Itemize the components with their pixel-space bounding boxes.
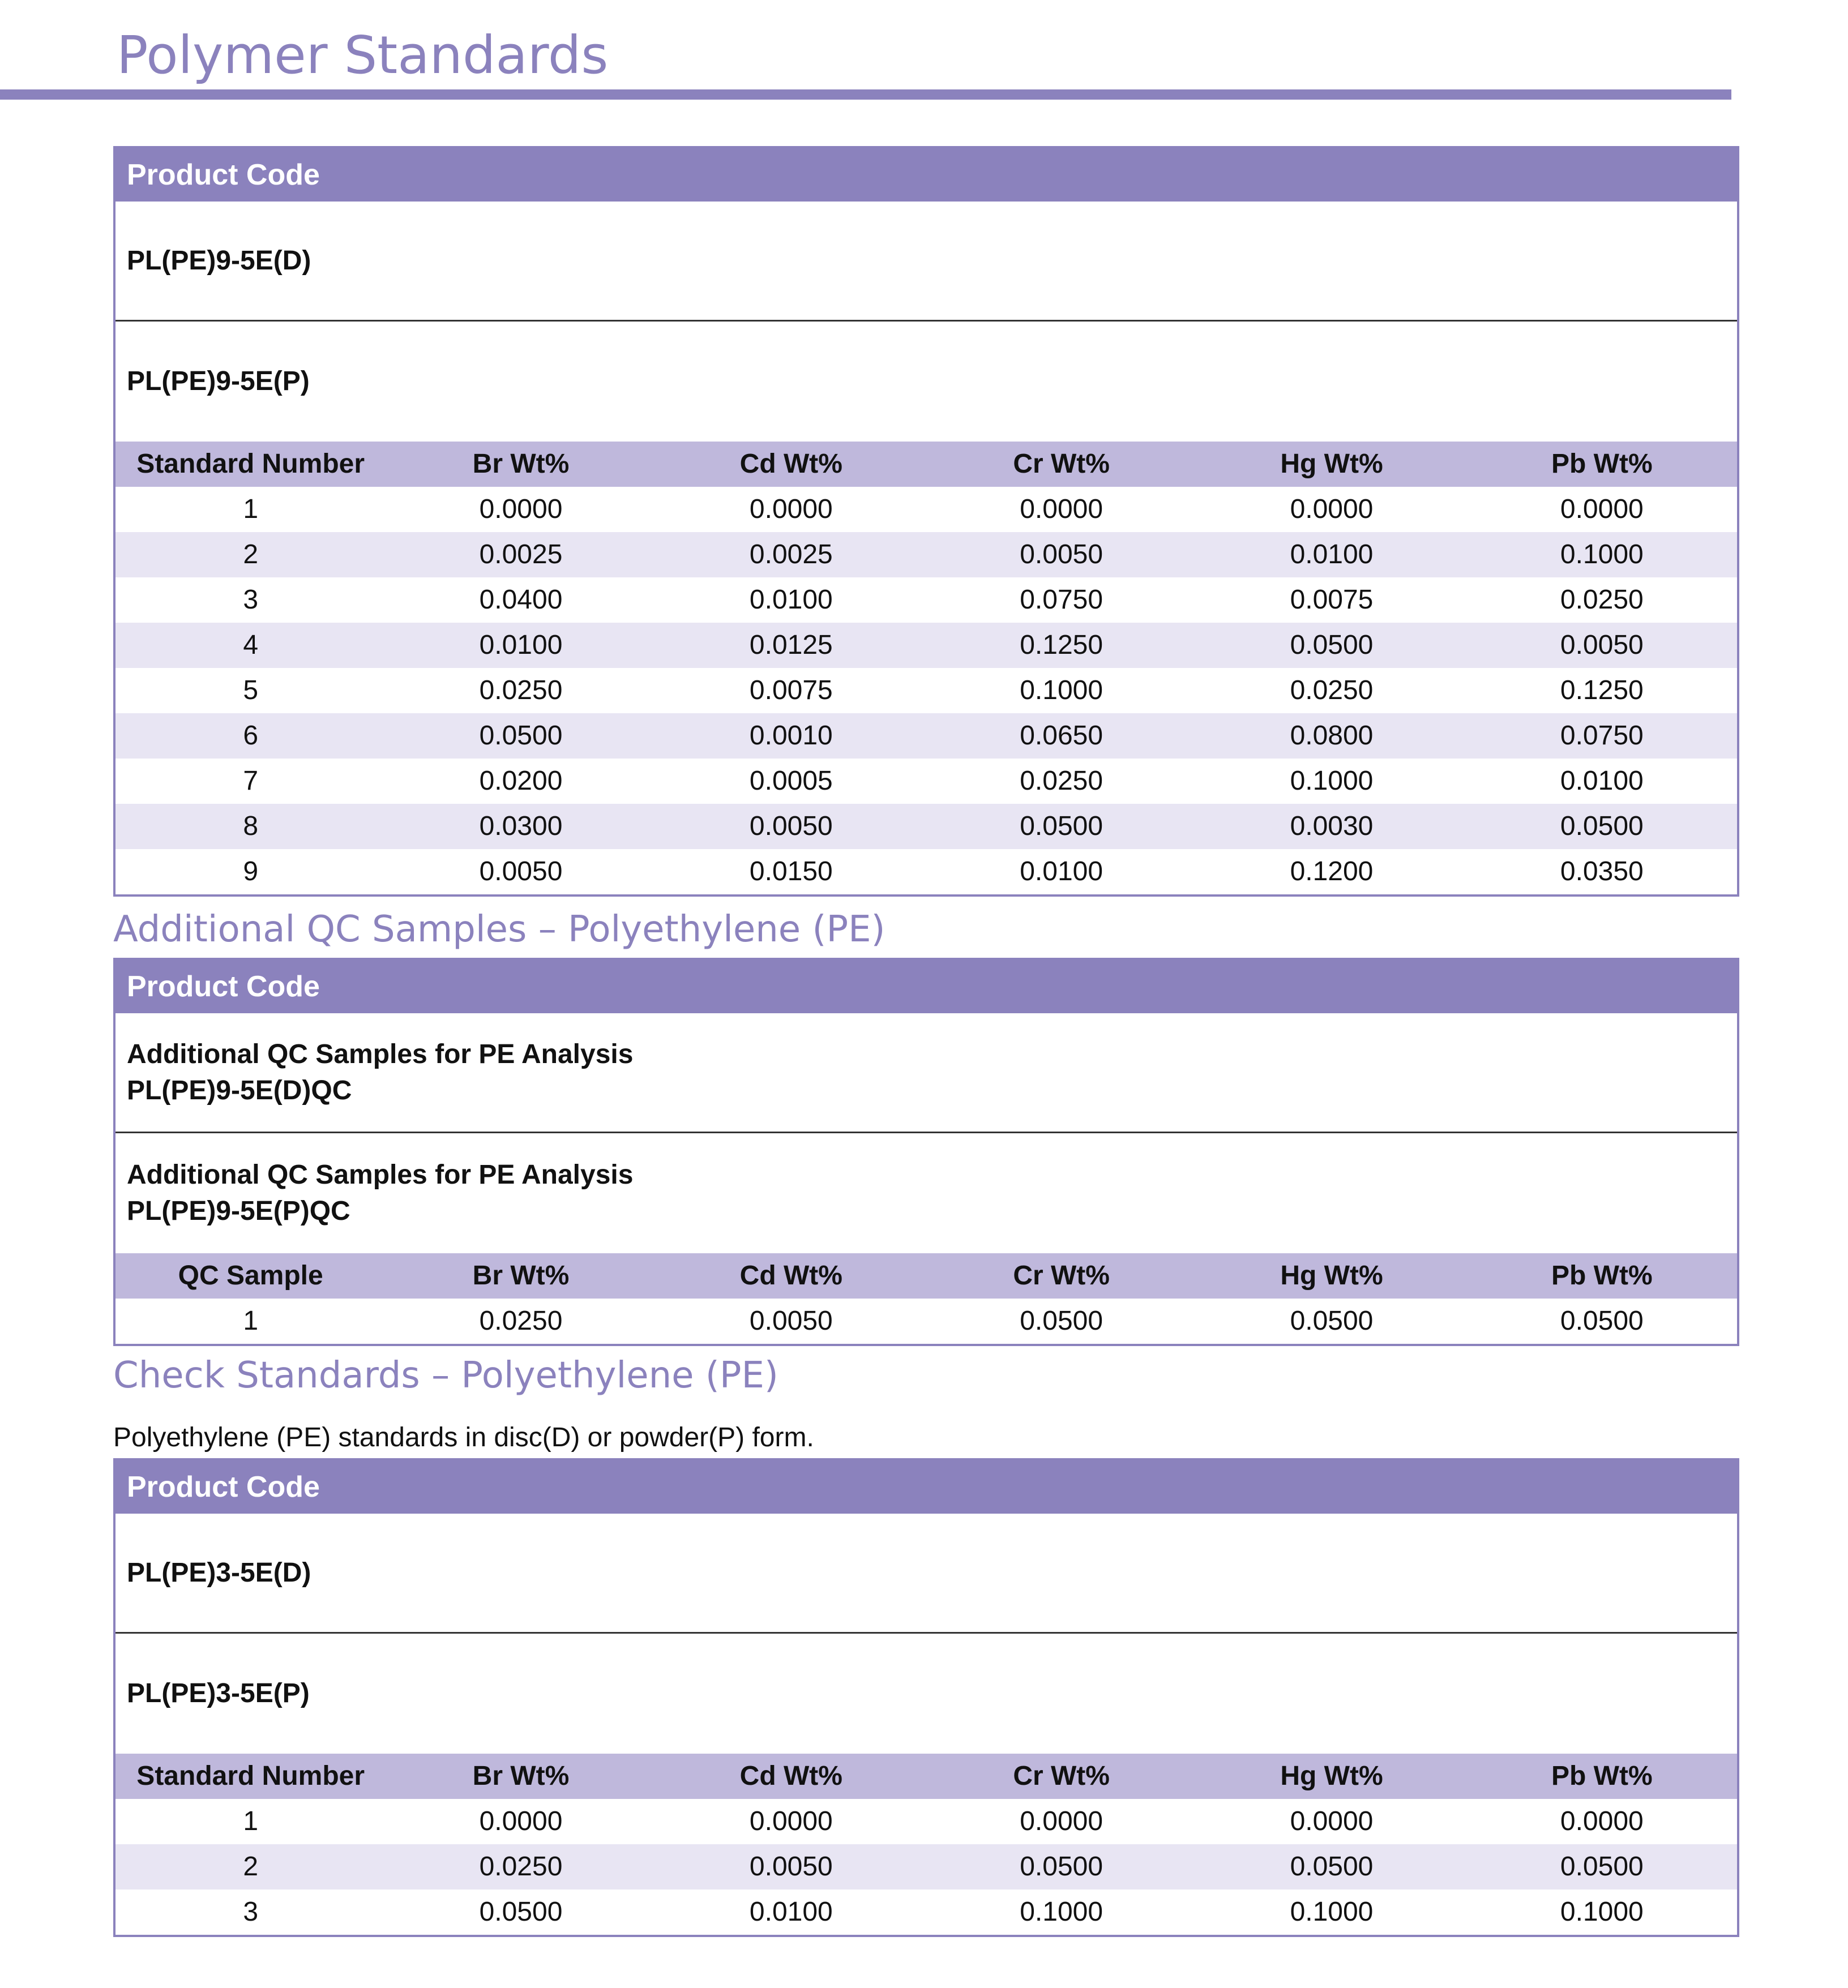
table-cell: 1 xyxy=(243,494,259,524)
table-cell: 0.0125 xyxy=(749,630,833,660)
table-cell: 0.0025 xyxy=(479,539,563,569)
table-cell: 0.0500 xyxy=(1290,1306,1374,1336)
product-code-text: PL(PE)9-5E(D) xyxy=(127,245,311,276)
table-cell: 0.0050 xyxy=(749,811,833,841)
column-header-row xyxy=(116,1253,1737,1299)
table-cell: 0.0800 xyxy=(1290,721,1374,751)
table-cell: 7 xyxy=(243,766,259,796)
table-row xyxy=(116,623,1737,668)
product-code-text: PL(PE)3-5E(P) xyxy=(127,1678,310,1708)
table-cell: 1 xyxy=(243,1806,259,1836)
table-cell: 0.0250 xyxy=(1290,675,1374,705)
column-header-row xyxy=(116,1754,1737,1799)
table-cell: 0.0000 xyxy=(479,494,563,524)
column-header: Cd Wt% xyxy=(739,1261,842,1291)
table-cell: 8 xyxy=(243,811,259,841)
table-row xyxy=(116,487,1737,532)
table-cell: 0.0500 xyxy=(1560,1852,1644,1882)
column-header: Pb Wt% xyxy=(1551,1261,1653,1291)
table-cell: 0.1000 xyxy=(1560,539,1644,569)
product-code-cell xyxy=(116,322,1737,442)
table-cell: 0.1250 xyxy=(1560,675,1644,705)
table-cell: 0.1000 xyxy=(1290,1897,1374,1927)
table-row xyxy=(116,1299,1737,1344)
column-header: Hg Wt% xyxy=(1280,1261,1383,1291)
table-cell: 1 xyxy=(243,1306,259,1336)
column-header: Br Wt% xyxy=(472,1261,570,1291)
table-cell: 0.0650 xyxy=(1020,721,1103,751)
table-cell: 0.0500 xyxy=(1020,811,1103,841)
table-cell: 0.0050 xyxy=(1020,539,1103,569)
table-cell: 0.0250 xyxy=(479,1306,563,1336)
page-title: Polymer Standards xyxy=(117,25,609,85)
table-row xyxy=(116,1799,1737,1844)
column-header: Hg Wt% xyxy=(1280,449,1383,479)
title-rule xyxy=(0,89,1731,100)
product-code-header: Product Code xyxy=(116,960,1737,1013)
table-cell: 0.0500 xyxy=(1560,811,1644,841)
column-header: Cr Wt% xyxy=(1013,449,1110,479)
table-cell: 0.1250 xyxy=(1020,630,1103,660)
table-cell: 0.0100 xyxy=(1020,856,1103,886)
table-cell: 0.0000 xyxy=(479,1806,563,1836)
table-cell: 0.0500 xyxy=(1020,1852,1103,1882)
column-header: Pb Wt% xyxy=(1551,449,1653,479)
table-cell: 9 xyxy=(243,856,259,886)
column-header: Hg Wt% xyxy=(1280,1761,1383,1791)
table-cell: 0.0500 xyxy=(1290,1852,1374,1882)
table-row xyxy=(116,1890,1737,1935)
table-row xyxy=(116,759,1737,804)
table-row xyxy=(116,532,1737,577)
table-cell: 0.0075 xyxy=(749,675,833,705)
product-code-text: PL(PE)3-5E(D) xyxy=(127,1557,311,1588)
product-code-text: Additional QC Samples for PE Analysis xyxy=(127,1039,634,1069)
table-cell: 0.1000 xyxy=(1290,766,1374,796)
table-cell: 0.0000 xyxy=(1020,1806,1103,1836)
table-cell: 0.0500 xyxy=(1290,630,1374,660)
table-cell: 0.0100 xyxy=(749,1897,833,1927)
table-cell: 2 xyxy=(243,539,259,569)
table-cell: 3 xyxy=(243,585,259,615)
table-cell: 0.0100 xyxy=(479,630,563,660)
table-cell: 0.0500 xyxy=(479,721,563,751)
table-cell: 2 xyxy=(243,1852,259,1882)
table-cell: 0.0500 xyxy=(1020,1306,1103,1336)
column-header: QC Sample xyxy=(178,1261,323,1291)
table-cell: 0.0200 xyxy=(479,766,563,796)
product-code-cell xyxy=(116,1514,1737,1634)
table-cell: 0.0250 xyxy=(479,675,563,705)
table-cell: 0.0250 xyxy=(1020,766,1103,796)
table-cell: 0.0250 xyxy=(1560,585,1644,615)
table-cell: 0.0000 xyxy=(749,1806,833,1836)
product-code-cell xyxy=(116,1634,1737,1754)
table-cell: 0.0050 xyxy=(479,856,563,886)
table-row xyxy=(116,1844,1737,1890)
table-cell: 0.0000 xyxy=(1290,1806,1374,1836)
column-header: Cr Wt% xyxy=(1013,1261,1110,1291)
column-header: Br Wt% xyxy=(472,1761,570,1791)
table-row xyxy=(116,804,1737,849)
qc-section-title: Additional QC Samples – Polyethylene (PE) xyxy=(113,909,886,950)
product-code-text: PL(PE)9-5E(P)QC xyxy=(127,1196,350,1226)
table-row xyxy=(116,849,1737,894)
table-cell: 0.0350 xyxy=(1560,856,1644,886)
table-cell: 0.0050 xyxy=(1560,630,1644,660)
table-cell: 0.0000 xyxy=(1560,1806,1644,1836)
table-cell: 0.1000 xyxy=(1020,675,1103,705)
table-cell: 5 xyxy=(243,675,259,705)
table-cell: 0.0010 xyxy=(749,721,833,751)
column-header: Standard Number xyxy=(136,1761,365,1791)
table-cell: 4 xyxy=(243,630,259,660)
column-header: Cd Wt% xyxy=(739,449,842,479)
table-row xyxy=(116,577,1737,623)
table-cell: 0.0100 xyxy=(1290,539,1374,569)
table-cell: 0.0500 xyxy=(1560,1306,1644,1336)
table-row xyxy=(116,713,1737,759)
product-code-text: PL(PE)9-5E(D)QC xyxy=(127,1075,352,1106)
table-cell: 0.0050 xyxy=(749,1306,833,1336)
product-code-header: Product Code xyxy=(116,148,1737,202)
table-cell: 0.0750 xyxy=(1560,721,1644,751)
product-code-cell xyxy=(116,1133,1737,1253)
table-cell: 0.0005 xyxy=(749,766,833,796)
check-section-title: Check Standards – Polyethylene (PE) xyxy=(113,1355,778,1396)
column-header: Pb Wt% xyxy=(1551,1761,1653,1791)
column-header: Br Wt% xyxy=(472,449,570,479)
check-standards-table xyxy=(113,1458,1739,1937)
column-header: Cd Wt% xyxy=(739,1761,842,1791)
product-code-header: Product Code xyxy=(116,1460,1737,1514)
table-row xyxy=(116,668,1737,713)
table-cell: 0.0000 xyxy=(749,494,833,524)
table-cell: 0.0150 xyxy=(749,856,833,886)
table-cell: 3 xyxy=(243,1897,259,1927)
table-cell: 0.0000 xyxy=(1560,494,1644,524)
qc-samples-table xyxy=(113,958,1739,1346)
column-header-row xyxy=(116,442,1737,487)
table-cell: 0.0100 xyxy=(1560,766,1644,796)
column-header: Cr Wt% xyxy=(1013,1761,1110,1791)
table-cell: 0.0250 xyxy=(479,1852,563,1882)
table-cell: 0.0075 xyxy=(1290,585,1374,615)
table-cell: 0.0500 xyxy=(479,1897,563,1927)
product-code-text: Additional QC Samples for PE Analysis xyxy=(127,1160,634,1190)
table-cell: 0.0750 xyxy=(1020,585,1103,615)
table-cell: 0.0400 xyxy=(479,585,563,615)
table-cell: 0.0000 xyxy=(1020,494,1103,524)
table-cell: 0.0100 xyxy=(749,585,833,615)
product-code-text: PL(PE)9-5E(P) xyxy=(127,366,310,396)
table-cell: 6 xyxy=(243,721,259,751)
table-cell: 0.1000 xyxy=(1020,1897,1103,1927)
table-cell: 0.0300 xyxy=(479,811,563,841)
table-cell: 0.1000 xyxy=(1560,1897,1644,1927)
table-cell: 0.0000 xyxy=(1290,494,1374,524)
table-cell: 0.0025 xyxy=(749,539,833,569)
table-cell: 0.0050 xyxy=(749,1852,833,1882)
column-header: Standard Number xyxy=(136,449,365,479)
table-cell: 0.1200 xyxy=(1290,856,1374,886)
product-code-cell xyxy=(116,1013,1737,1133)
standards-table xyxy=(113,146,1739,897)
product-code-cell xyxy=(116,202,1737,322)
check-standards-intro: Polyethylene (PE) standards in disc(D) or powder(P) form. xyxy=(113,1423,814,1453)
table-cell: 0.0030 xyxy=(1290,811,1374,841)
